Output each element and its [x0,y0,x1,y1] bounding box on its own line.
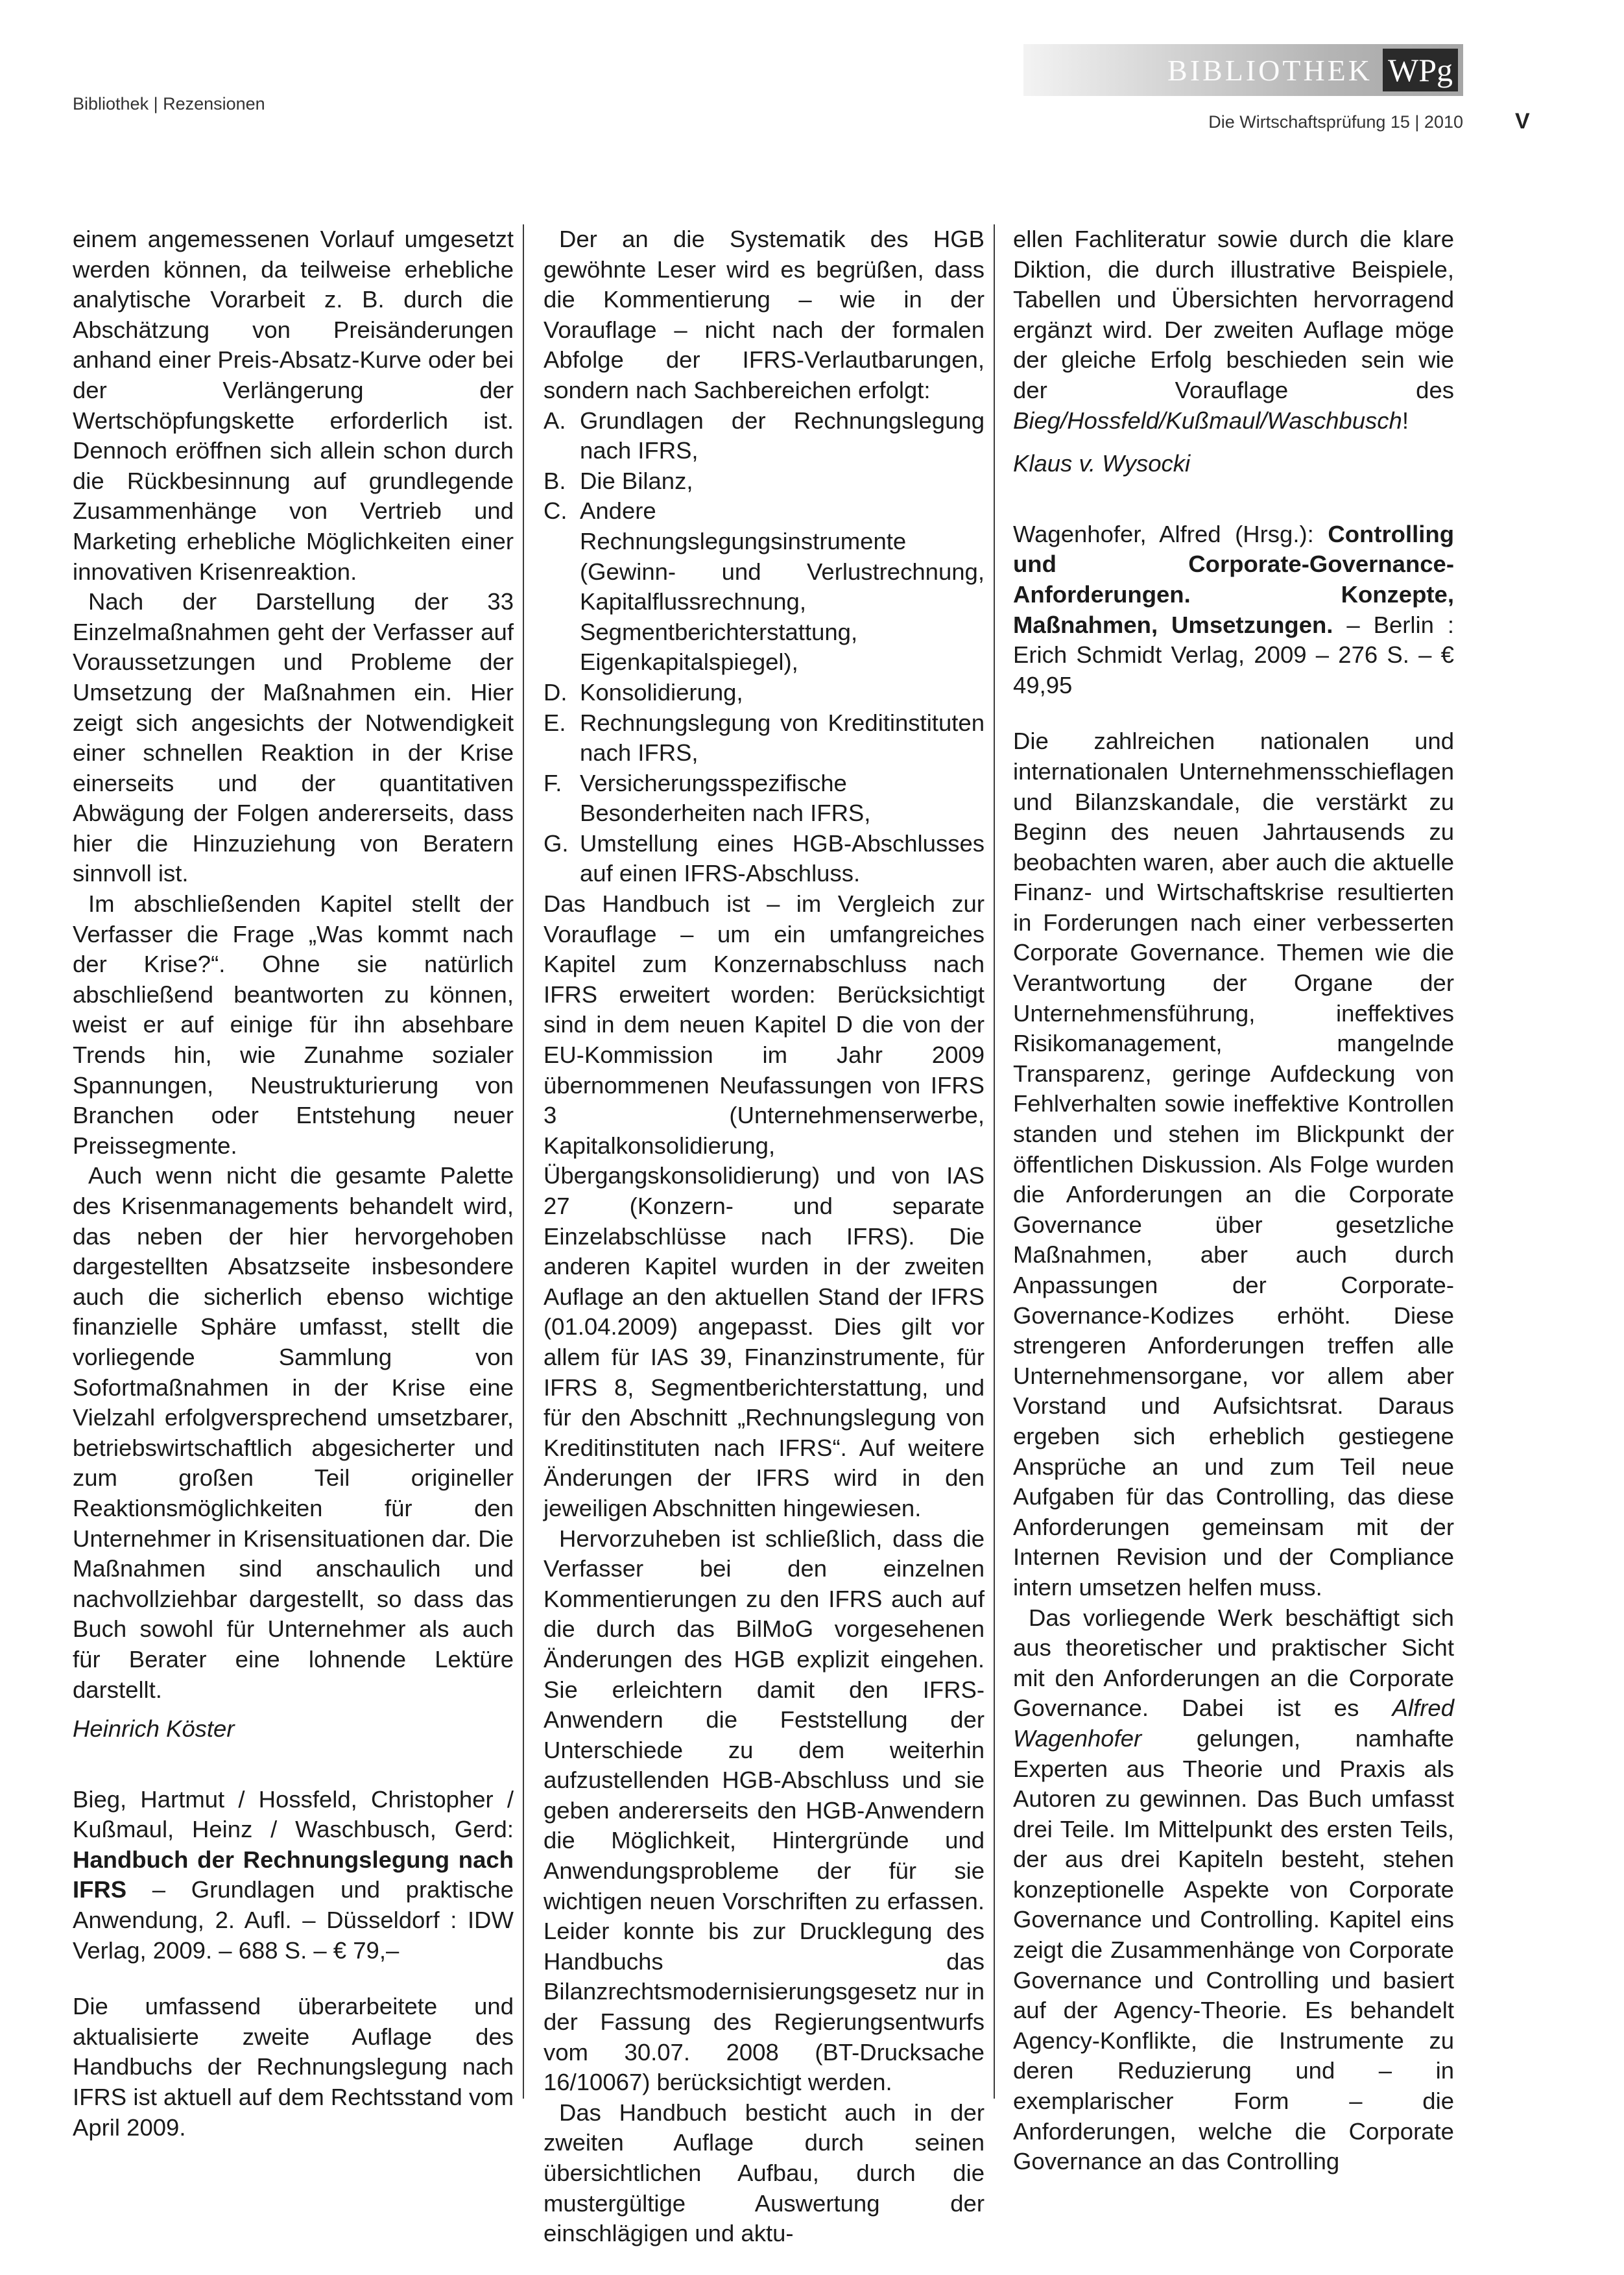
book-citation [73,1785,514,1966]
journal-issue: Die Wirtschaftsprüfung 15 | 2010 [1208,112,1463,132]
chapter-list [543,406,985,890]
editor-name: Alfred Wagenhofer [1013,1695,1454,1752]
chapter-item [543,496,985,678]
book-title: Controlling und Corporate-Governance-Anforderungen. Konzepte, Maßnahmen, Umsetzungen. [1013,520,1454,638]
chapter-marker: B. [543,467,566,494]
page-number: V [1515,109,1530,134]
paragraph: Hervorzuheben ist schließlich, dass die Verfasser bei den einzelnen Kommentierungen zu den IFRS auch auf die durch das BilMoG vorgesehenen Änderungen des HGB explizit eingehen. Sie erleichtern damit den IFRS-Anwendern die Feststellung der Unterschiede zu dem weiterhin aufzustellenden HGB-Abschluss und sie geben andererseits den HGB-Anwendern die Möglichkeit, Hintergründe und Anwendungsprobleme der für sie wichtigen neuen Vorschriften zu erfassen. Leider konnte bis zur Drucklegung des Handbuchs das Bilanzrechtsmodernisierungsgesetz nur in der Fassung des Regierungsentwurfs vom 30.07. 2008 (BT-Drucksache 16/10067) berücksichtigt werden. [543,1525,985,2096]
paragraph: Das Handbuch ist – im Vergleich zur Vorauflage – um ein umfangreiches Kapitel zum Konzernabschluss nach IFRS erweitert worden: Berücksichtigt sind in dem neuen Kapitel D die von der EU-Kommission im Jahr 2009 übernommenen Neufassungen von IFRS 3 (Unternehmenserwerbe, Kapitalkonsolidierung, Übergangskonsolidierung) und von IAS 27 (Konzern- und separate Einzelabschlüsse nach IFRS). Die anderen Kapitel wurden in der zweiten Auflage an den aktuellen Stand der IFRS (01.04.2009) angepasst. Dies gilt vor allem für IAS 39, Finanzinstrumente, für IFRS 8, Segmentberichterstattung, und für den Abschnitt „Rechnungslegung von Kreditinstituten nach IFRS“. Auf weitere Änderungen der IFRS wird in den jeweiligen Abschnitten hingewiesen. [543,890,985,1521]
reviewer-signature: Heinrich Köster [73,1715,235,1743]
author-names: Bieg/Hossfeld/Kußmaul/Waschbusch [1013,407,1402,434]
column-2 [543,224,985,2249]
chapter-marker: F. [543,769,562,796]
chapter-text: Umstellung eines HGB-Abschlusses auf einen IFRS-Abschluss. [580,829,985,887]
paragraph: einem angemessenen Vorlauf umgesetzt werden können, da teilweise erhebliche analytische Vorarbeit z. B. durch die Abschätzung von Preisänderungen anhand einer Preis-Absatz-Kurve oder bei der Verlängerung der Wertschöpfungskette erforderlich ist. Dennoch eröffnen sich allein schon durch die Rückbesinnung auf grundlegende Zusammenhänge von Vertrieb und Marketing erhebliche Möglichkeiten einer innovativen Krisenreaktion. [73,226,514,585]
paragraph: Die zahlreichen nationalen und internationalen Unternehmensschieflagen und Bilanzskandale, die verstärkt zu Beginn des neuen Jahrtausends zu beobachten waren, aber auch die aktuelle Finanz- und Wirtschaftskrise resultierten in Forderungen nach einer verbesserten Corporate Governance. Themen wie die Verantwortung der Organe der Unternehmensführung, ineffektives Risikomanagement, mangelnde Transparenz, geringe Aufdeckung von Fehlverhalten sowie ineffektive Kontrollen standen und stehen im Blickpunkt der öffentlichen Diskussion. Als Folge wurden die Anforderungen an die Corporate Governance über gesetzliche Maßnahmen, aber auch durch Anpassungen der Corporate-Governance-Kodizes erhöht. Diese strengeren Anforderungen treffen alle Unternehmensorgane, vor allem aber Vorstand und Aufsichtsrat. Daraus ergeben sich erheblich gestiegene Ansprüche an und zum Teil neue Aufgaben für das Controlling, das diese Anforderungen gemeinsam mit der Internen Revision und der Compliance intern umsetzen helfen muss. [1013,728,1454,1601]
chapter-item [543,768,985,829]
paragraph: Nach der Darstellung der 33 Einzelmaßnahmen geht der Verfasser auf Voraussetzungen und Probleme der Umsetzung der Maßnahmen ein. Hier zeigt sich angesichts der Notwendigkeit einer schnellen Reaktion in der Krise einerseits und der quantitativen Abwägung der Folgen andererseits, dass hier die Hinzuziehung von Beratern sinnvoll ist. [73,588,514,887]
column-divider [994,224,995,2099]
book-details: – Berlin : Erich Schmidt Verlag, 2009 – 276 S. – € 49,95 [1013,611,1454,698]
column-3 [1013,224,1454,2177]
book-details: – Grundlagen und praktische Anwendung, 2. Aufl. – Düsseldorf : IDW Verlag, 2009. – 688 S. – € 79,– [73,1876,514,1964]
chapter-text: Andere Rechnungslegungsinstrumente (Gewinn- und Verlustrechnung, Kapitalflussrechnung, Segmentberichterstattung, Eigenkapitalspiegel), [580,497,985,676]
chapter-marker: D. [543,678,567,706]
chapter-text: Grundlagen der Rechnungslegung nach IFRS, [580,407,985,464]
chapter-text: Konsolidierung, [580,678,743,706]
paragraph: Im abschließenden Kapitel stellt der Verfasser die Frage „Was kommt nach der Krise?“. Ohne sie natürlich abschließend beantworten zu können, weist er auf einige für ihn absehbare Trends hin, wie Zunahme sozialer Spannungen, Neustrukturierung von Branchen oder Entstehung neuer Preissegmente. [73,890,514,1159]
column-divider [523,224,524,2099]
book-citation [1013,519,1454,701]
book-authors: Wagenhofer, Alfred (Hrsg.): [1013,520,1328,547]
book-authors: Bieg, Hartmut / Hossfeld, Christopher / Kußmaul, Heinz / Waschbusch, Gerd: [73,1785,514,1843]
paragraph-text: ! [1402,407,1409,434]
banner-text: BIBLIOTHEK [1167,54,1372,87]
paragraph-text: ellen Fachliteratur sowie durch die klare Diktion, die durch illustrative Beispiele, Tabellen und Übersichten hervorragend ergänzt wird. Der zweiten Auflage möge der gleiche Erfolg beschieden sein wie der Vorauflage des [1013,226,1454,403]
paragraph: Das Handbuch besticht auch in der zweiten Auflage durch seinen übersichtlichen Aufbau, durch die mustergültige Auswertung der einschlägigen und aktu- [543,2099,985,2247]
chapter-marker: C. [543,497,567,525]
paragraph-text: gelungen, namhafte Experten aus Theorie und Praxis als Autoren zu gewinnen. Das Buch umfasst drei Teile. Im Mittelpunkt des ersten Teils, der aus drei Kapiteln besteht, stehen konzeptionelle Aspekte von Corporate Governance und Controlling. Kapitel eins zeigt die Zusammenhänge von Corporate Governance und Controlling und basiert auf der Agency-Theorie. Es behandelt Agency-Konflikte, die Instrumente zu deren Reduzierung und – in exemplarischer Form – die Anforderungen, welche die Corporate Governance an das Controlling [1013,1724,1454,2175]
chapter-text: Versicherungsspezifische Besonderheiten nach IFRS, [580,769,871,827]
chapter-marker: E. [543,709,566,736]
bibliothek-banner [1023,44,1463,96]
section-title: Bibliothek | Rezensionen [73,94,265,113]
chapter-marker: A. [543,407,566,434]
paragraph [1013,224,1454,436]
paragraph: Auch wenn nicht die gesamte Palette des Krisenmanagements behandelt wird, das neben der hier hervorgehoben dargestellten Absatzseite insbesondere auch die sicherlich ebenso wichtige finanzielle Sphäre umfasst, stellt die vorliegende Sammlung von Sofortmaßnahmen in der Krise eine Vielzahl erfolgversprechend umsetzbarer, betriebswirtschaftlich abgesicherter und zum großen Teil origineller Reaktionsmöglichkeiten für den Unternehmer in Krisensituationen dar. Die Maßnahmen sind anschaulich und nachvollziehbar dargestellt, so dass das Buch sowohl für Unternehmer als auch für Berater eine lohnende Lektüre darstellt. [73,1162,514,1703]
wpg-logo: WPg [1383,49,1458,91]
chapter-text: Rechnungslegung von Kreditinstituten nach IFRS, [580,709,985,767]
reviewer-signature: Klaus v. Wysocki [1013,450,1191,477]
chapter-item [543,829,985,889]
chapter-item [543,466,985,497]
paragraph [1013,1603,1454,2177]
chapter-marker: G. [543,829,569,857]
column-1 [73,224,514,2143]
book-title: Handbuch der Rechnungslegung nach IFRS [73,1846,514,1903]
paragraph: Die umfassend überarbeitete und aktualisierte zweite Auflage des Handbuchs der Rechnungslegung nach IFRS ist aktuell auf dem Rechtsstand vom April 2009. [73,1993,514,2141]
paragraph-text: Das vorliegende Werk beschäftigt sich aus theoretischer und praktischer Sicht mit den Anforderungen an die Corporate Governance. Dabei ist es [1013,1604,1454,1722]
chapter-item [543,678,985,708]
chapter-text: Die Bilanz, [580,467,693,494]
paragraph: Der an die Systematik des HGB gewöhnte Leser wird es begrüßen, dass die Kommentierung – wie in der Vorauflage – nicht nach der formalen Abfolge der IFRS-Verlautbarungen, sondern nach Sachbereichen erfolgt: [543,226,985,403]
chapter-item [543,406,985,466]
chapter-item [543,708,985,768]
